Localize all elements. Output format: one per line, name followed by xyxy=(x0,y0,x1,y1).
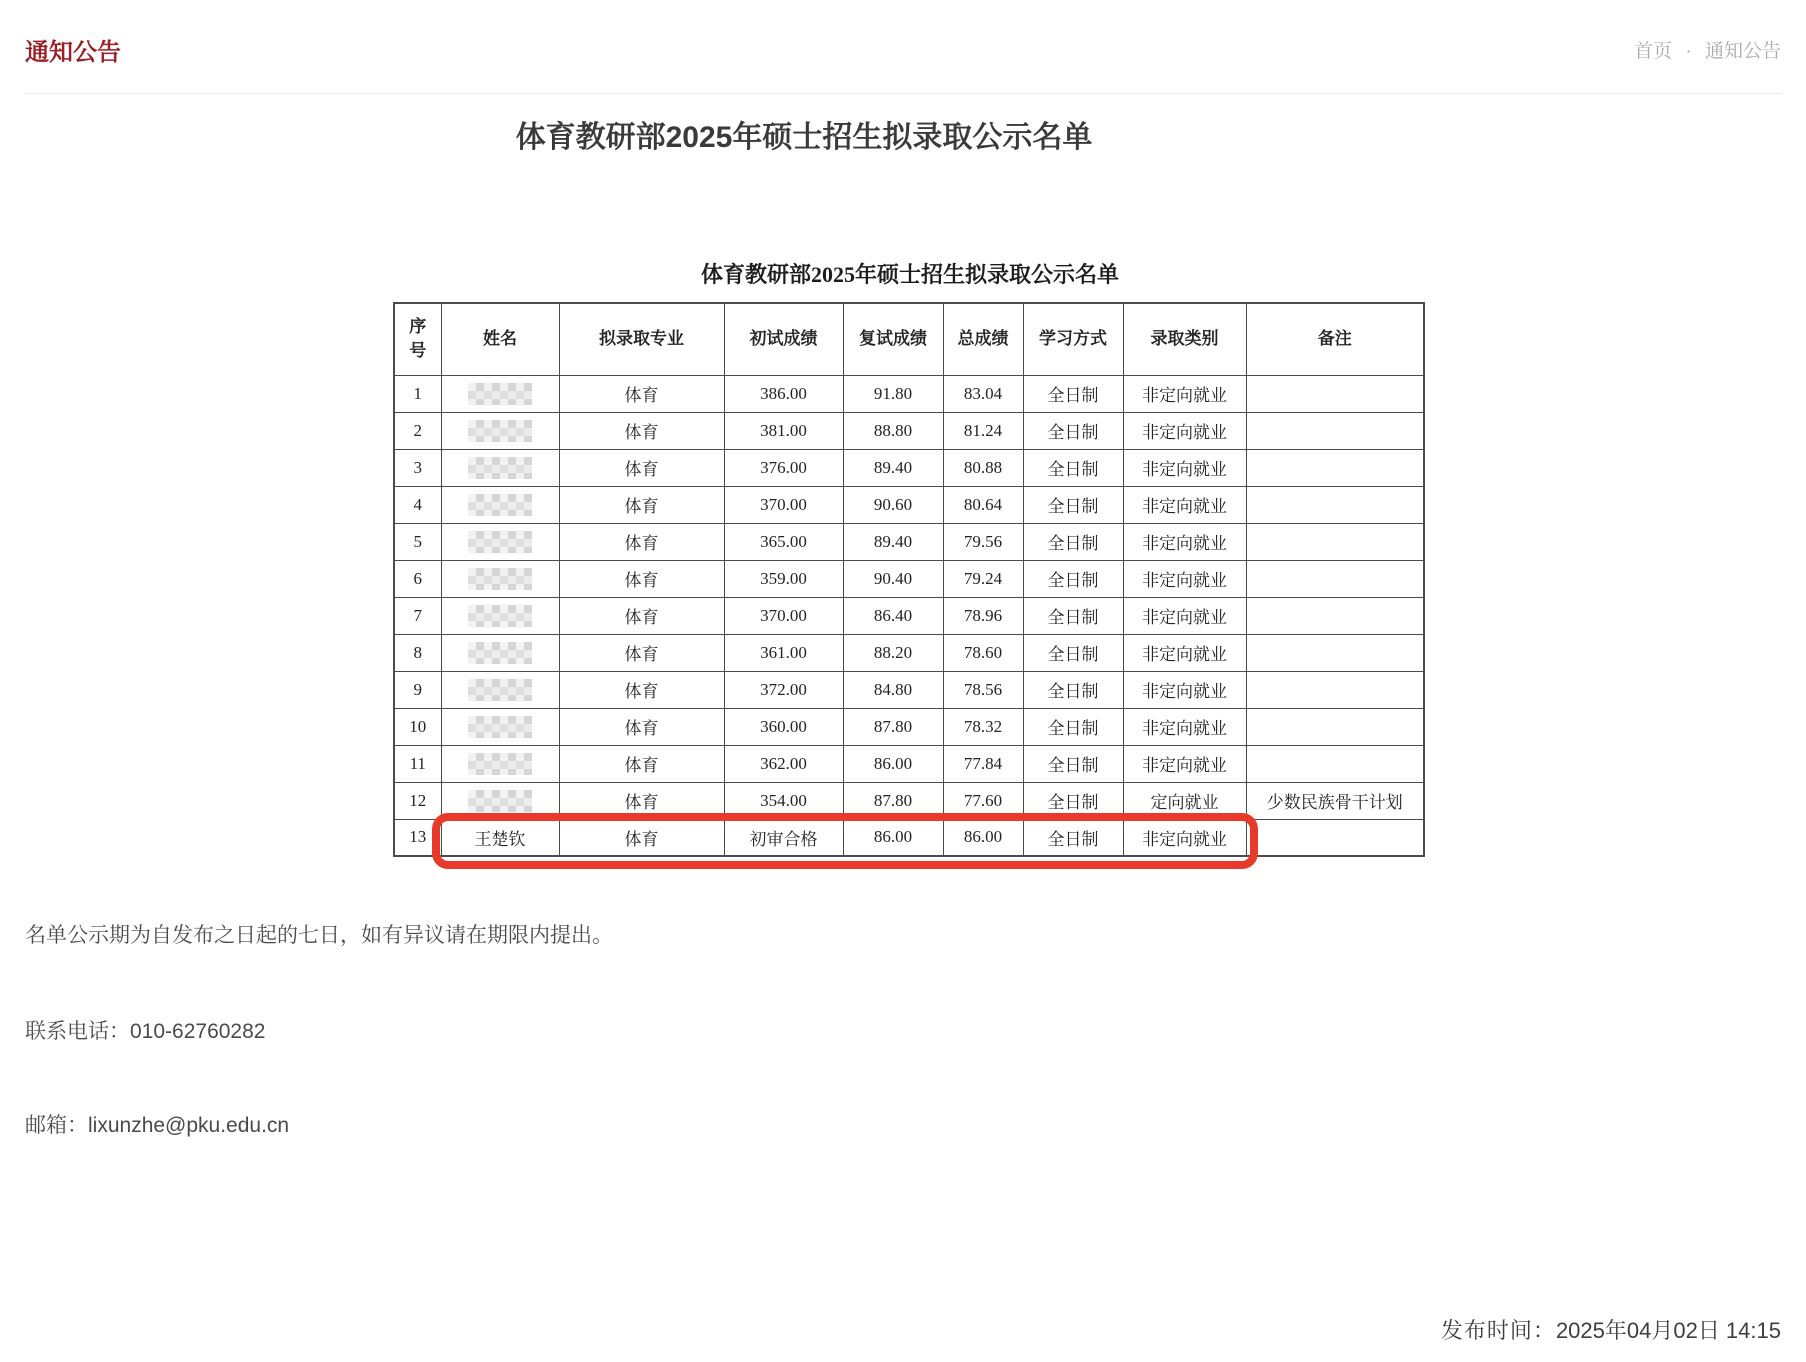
table-row xyxy=(394,634,1424,671)
cell-total: 80.88 xyxy=(943,449,1023,486)
publish-value: 2025年04月02日 14:15 xyxy=(1555,1318,1781,1343)
cell-category: 非定向就业 xyxy=(1123,486,1246,523)
table-row xyxy=(394,745,1424,782)
masked-name-mosaic xyxy=(468,790,532,812)
cell-name xyxy=(441,560,559,597)
cell-major: 体育 xyxy=(559,671,724,708)
cell-major: 体育 xyxy=(559,412,724,449)
column-header: 拟录取专业 xyxy=(559,303,724,375)
cell-retest: 87.80 xyxy=(843,708,943,745)
cell-no: 6 xyxy=(394,560,441,597)
cell-total: 86.00 xyxy=(943,819,1023,856)
cell-remark xyxy=(1246,708,1424,745)
table-row xyxy=(394,375,1424,412)
masked-name-mosaic xyxy=(468,716,532,738)
publish-label: 发布时间： xyxy=(1440,1318,1556,1343)
cell-name xyxy=(441,634,559,671)
cell-mode: 全日制 xyxy=(1023,449,1123,486)
cell-major: 体育 xyxy=(559,486,724,523)
table-row xyxy=(394,449,1424,486)
table-row xyxy=(394,597,1424,634)
table-row xyxy=(394,412,1424,449)
cell-major: 体育 xyxy=(559,745,724,782)
cell-mode: 全日制 xyxy=(1023,597,1123,634)
cell-name xyxy=(441,375,559,412)
cell-total: 80.64 xyxy=(943,486,1023,523)
table-row xyxy=(394,782,1424,819)
masked-name-mosaic xyxy=(468,568,532,590)
phone-label: 联系电话： xyxy=(25,1020,130,1043)
cell-name xyxy=(441,597,559,634)
cell-category: 非定向就业 xyxy=(1123,449,1246,486)
cell-initial: 376.00 xyxy=(724,449,843,486)
cell-remark xyxy=(1246,597,1424,634)
cell-initial: 359.00 xyxy=(724,560,843,597)
cell-no: 13 xyxy=(394,819,441,856)
cell-retest: 88.80 xyxy=(843,412,943,449)
cell-category: 非定向就业 xyxy=(1123,634,1246,671)
cell-remark xyxy=(1246,375,1424,412)
masked-name-mosaic xyxy=(468,753,532,775)
page-header xyxy=(25,0,1781,94)
cell-retest: 89.40 xyxy=(843,449,943,486)
cell-mode: 全日制 xyxy=(1023,412,1123,449)
cell-total: 78.96 xyxy=(943,597,1023,634)
masked-name-mosaic xyxy=(468,605,532,627)
section-title: 通知公告 xyxy=(25,39,121,66)
cell-initial: 381.00 xyxy=(724,412,843,449)
table-header-row xyxy=(394,303,1424,375)
cell-mode: 全日制 xyxy=(1023,708,1123,745)
column-header: 序号 xyxy=(394,303,441,375)
cell-name xyxy=(441,745,559,782)
email-label: 邮箱： xyxy=(25,1114,88,1137)
cell-retest: 90.60 xyxy=(843,486,943,523)
breadcrumb xyxy=(1634,36,1781,63)
column-header: 复试成绩 xyxy=(843,303,943,375)
cell-no: 8 xyxy=(394,634,441,671)
cell-initial: 初审合格 xyxy=(724,819,843,856)
cell-major: 体育 xyxy=(559,523,724,560)
masked-name-mosaic xyxy=(468,531,532,553)
email-paragraph xyxy=(25,1109,1781,1139)
cell-initial: 372.00 xyxy=(724,671,843,708)
cell-remark xyxy=(1246,449,1424,486)
table-row xyxy=(394,560,1424,597)
cell-name xyxy=(441,671,559,708)
cell-mode: 全日制 xyxy=(1023,523,1123,560)
cell-total: 77.84 xyxy=(943,745,1023,782)
cell-no: 3 xyxy=(394,449,441,486)
cell-major: 体育 xyxy=(559,782,724,819)
cell-initial: 370.00 xyxy=(724,486,843,523)
notice-paragraph: 名单公示期为自发布之日起的七日，如有异议请在期限内提出。 xyxy=(25,924,613,947)
phone-paragraph xyxy=(25,1015,1781,1045)
column-header: 初试成绩 xyxy=(724,303,843,375)
cell-initial: 360.00 xyxy=(724,708,843,745)
cell-initial: 365.00 xyxy=(724,523,843,560)
cell-name xyxy=(441,782,559,819)
cell-initial: 362.00 xyxy=(724,745,843,782)
masked-name-mosaic xyxy=(468,383,532,405)
cell-remark: 少数民族骨干计划 xyxy=(1246,782,1424,819)
cell-mode: 全日制 xyxy=(1023,745,1123,782)
cell-no: 1 xyxy=(394,375,441,412)
cell-no: 10 xyxy=(394,708,441,745)
cell-major: 体育 xyxy=(559,449,724,486)
cell-category: 非定向就业 xyxy=(1123,560,1246,597)
table-row xyxy=(394,523,1424,560)
cell-major: 体育 xyxy=(559,560,724,597)
cell-retest: 86.00 xyxy=(843,819,943,856)
column-header: 录取类别 xyxy=(1123,303,1246,375)
cell-remark xyxy=(1246,560,1424,597)
cell-name xyxy=(441,708,559,745)
cell-total: 79.24 xyxy=(943,560,1023,597)
cell-mode: 全日制 xyxy=(1023,560,1123,597)
cell-name xyxy=(441,412,559,449)
cell-remark xyxy=(1246,634,1424,671)
masked-name-mosaic xyxy=(468,642,532,664)
table-row xyxy=(394,708,1424,745)
cell-category: 非定向就业 xyxy=(1123,597,1246,634)
cell-category: 定向就业 xyxy=(1123,782,1246,819)
cell-category: 非定向就业 xyxy=(1123,708,1246,745)
cell-remark xyxy=(1246,486,1424,523)
masked-name-mosaic xyxy=(468,494,532,516)
cell-total: 83.04 xyxy=(943,375,1023,412)
publish-time xyxy=(25,1314,1781,1345)
column-header: 学习方式 xyxy=(1023,303,1123,375)
cell-no: 12 xyxy=(394,782,441,819)
cell-remark xyxy=(1246,523,1424,560)
cell-category: 非定向就业 xyxy=(1123,375,1246,412)
cell-no: 2 xyxy=(394,412,441,449)
cell-name xyxy=(441,523,559,560)
table-wrap xyxy=(393,302,1427,857)
cell-retest: 90.40 xyxy=(843,560,943,597)
cell-mode: 全日制 xyxy=(1023,671,1123,708)
cell-name xyxy=(441,449,559,486)
masked-name-mosaic xyxy=(468,679,532,701)
cell-mode: 全日制 xyxy=(1023,375,1123,412)
cell-mode: 全日制 xyxy=(1023,782,1123,819)
cell-major: 体育 xyxy=(559,819,724,856)
article-title: 体育教研部2025年硕士招生拟录取公示名单 xyxy=(515,121,1093,154)
cell-mode: 全日制 xyxy=(1023,634,1123,671)
cell-remark xyxy=(1246,819,1424,856)
cell-major: 体育 xyxy=(559,708,724,745)
cell-remark xyxy=(1246,745,1424,782)
cell-category: 非定向就业 xyxy=(1123,671,1246,708)
cell-name xyxy=(441,486,559,523)
table-row xyxy=(394,486,1424,523)
cell-total: 78.32 xyxy=(943,708,1023,745)
cell-retest: 84.80 xyxy=(843,671,943,708)
cell-retest: 91.80 xyxy=(843,375,943,412)
column-header: 总成绩 xyxy=(943,303,1023,375)
phone-value: 010-62760282 xyxy=(130,1020,266,1043)
cell-initial: 370.00 xyxy=(724,597,843,634)
table-row xyxy=(394,819,1424,856)
cell-no: 11 xyxy=(394,745,441,782)
cell-category: 非定向就业 xyxy=(1123,523,1246,560)
cell-initial: 354.00 xyxy=(724,782,843,819)
breadcrumb-home-link[interactable]: 首页 xyxy=(1634,41,1673,62)
cell-retest: 86.00 xyxy=(843,745,943,782)
masked-name-mosaic xyxy=(468,457,532,479)
cell-retest: 89.40 xyxy=(843,523,943,560)
table-row xyxy=(394,671,1424,708)
cell-retest: 86.40 xyxy=(843,597,943,634)
cell-total: 81.24 xyxy=(943,412,1023,449)
column-header: 备注 xyxy=(1246,303,1424,375)
admission-table xyxy=(393,302,1425,857)
cell-retest: 88.20 xyxy=(843,634,943,671)
cell-total: 77.60 xyxy=(943,782,1023,819)
cell-no: 5 xyxy=(394,523,441,560)
cell-no: 7 xyxy=(394,597,441,634)
cell-mode: 全日制 xyxy=(1023,819,1123,856)
cell-retest: 87.80 xyxy=(843,782,943,819)
cell-initial: 361.00 xyxy=(724,634,843,671)
breadcrumb-current-link[interactable]: 通知公告 xyxy=(1704,41,1781,62)
cell-initial: 386.00 xyxy=(724,375,843,412)
cell-major: 体育 xyxy=(559,634,724,671)
cell-total: 78.56 xyxy=(943,671,1023,708)
cell-major: 体育 xyxy=(559,375,724,412)
cell-total: 79.56 xyxy=(943,523,1023,560)
cell-remark xyxy=(1246,671,1424,708)
cell-remark xyxy=(1246,412,1424,449)
column-header: 姓名 xyxy=(441,303,559,375)
masked-name-mosaic xyxy=(468,420,532,442)
cell-mode: 全日制 xyxy=(1023,486,1123,523)
cell-name: 王楚钦 xyxy=(441,819,559,856)
cell-major: 体育 xyxy=(559,597,724,634)
doc-table-title: 体育教研部2025年硕士招生拟录取公示名单 xyxy=(700,262,1119,287)
breadcrumb-separator: · xyxy=(1685,41,1692,62)
cell-category: 非定向就业 xyxy=(1123,412,1246,449)
cell-no: 4 xyxy=(394,486,441,523)
cell-category: 非定向就业 xyxy=(1123,745,1246,782)
email-value: lixunzhe@pku.edu.cn xyxy=(88,1114,290,1137)
cell-no: 9 xyxy=(394,671,441,708)
cell-category: 非定向就业 xyxy=(1123,819,1246,856)
cell-total: 78.60 xyxy=(943,634,1023,671)
